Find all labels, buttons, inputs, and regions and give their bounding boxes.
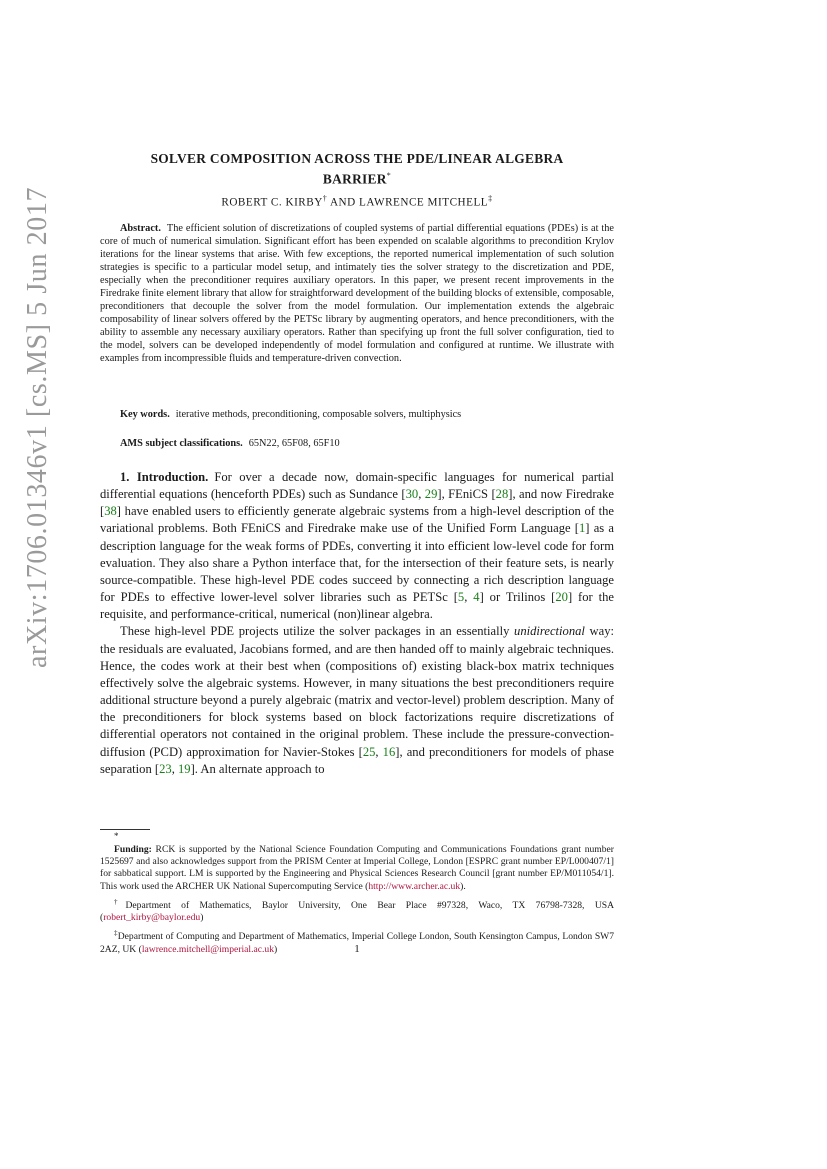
citation-link[interactable]: 4	[473, 590, 480, 605]
author-1: ROBERT C. KIRBY	[221, 196, 323, 209]
citation-link[interactable]: 20	[555, 590, 568, 605]
citation-separator: ,	[418, 487, 425, 502]
intro-paragraph-1	[100, 469, 614, 623]
intro-paragraph-2	[100, 623, 614, 777]
keywords-label: Key words.	[120, 409, 170, 420]
abstract	[100, 223, 614, 365]
title-line-2-text: BARRIER	[322, 171, 387, 187]
introduction-section	[100, 469, 614, 778]
title-line-2	[100, 167, 614, 187]
abstract-label: Abstract.	[120, 223, 161, 234]
author-2-mark: ‡	[488, 194, 493, 203]
keywords	[120, 409, 614, 420]
footnote-text: )	[200, 912, 204, 924]
citation-separator: ,	[171, 761, 178, 776]
paper-title	[100, 150, 614, 187]
intro-text: ] as a description language for the weak forms of PDEs, converting it into efficient low-level code for form evaluation. They also share a Python interface that, for the intersection of their feature sets, is nearly source-compatible. These high-level PDE codes succeed by connecting a rich description language for PDEs to effective lower-level solver libraries such as PETSc [	[100, 521, 614, 605]
title-line-1: SOLVER COMPOSITION ACROSS THE PDE/LINEAR ALGEBRA	[150, 151, 564, 166]
intro-text: ], and preconditioners for models of phase separation [	[100, 744, 615, 776]
intro-text: ]. An alternate approach to	[190, 761, 325, 776]
footnote-text: )	[274, 943, 278, 955]
intro-text: ], FEniCS [	[437, 487, 496, 502]
citation-link[interactable]: 29	[424, 487, 438, 502]
keywords-text: iterative methods, preconditioning, composable solvers, multiphysics	[175, 409, 462, 420]
citation-separator: ,	[375, 744, 383, 759]
emphasis-text: unidirectional	[514, 624, 585, 639]
author-conjunction: AND	[327, 196, 360, 209]
page-number: 1	[354, 943, 360, 955]
arxiv-id-label[interactable]: arXiv:1706.01346v1 [cs.MS] 5 Jun 2017	[22, 186, 53, 668]
footnote-star-mark: *	[114, 831, 119, 841]
dagger-mark: †	[114, 897, 126, 906]
footnote-funding	[100, 844, 614, 893]
intro-text: These high-level PDE projects utilize the solver packages in an essentially	[120, 624, 515, 639]
intro-text: For over a decade now, domain-specific languages for numerical partial differential equations (henceforth PDEs) such as Sundance [	[100, 470, 614, 502]
email-link-mitchell[interactable]: lawrence.mitchell@imperial.ac.uk	[141, 943, 275, 955]
intro-text: ] or Trilinos [	[479, 590, 556, 605]
ams-text: 65N22, 65F08, 65F10	[248, 438, 340, 449]
citation-link[interactable]: 23	[159, 761, 172, 776]
footnote-text: Department of Computing and Department of Mathematics, Imperial College London, South Kensington Campus, London SW7 2AZ, UK (	[100, 931, 615, 955]
title-footnote-mark: *	[386, 171, 392, 180]
double-dagger-mark: ‡	[114, 929, 118, 938]
ams-classifications	[120, 438, 614, 449]
footnote-text: RCK is supported by the National Science Foundation Computing and Communications Foundations grant number 1525697 and also acknowledges support from the PRISM Center at Imperial College, London [ESPRC grant number EP/L000407/1] for sabbatical support. LM is supported by the Engineering and Physical Sciences Research Council [grant number EP/M011054/1]. This work used the ARCHER UK National Supercomputing Service (	[100, 844, 614, 892]
author-1-mark: †	[322, 194, 328, 203]
citation-link[interactable]: 1	[579, 521, 586, 536]
intro-text: ] have enabled users to efficiently generate algebraic systems from a high-level description of the variational problems. Both FEniCS and Firedrake make use of the Unified Form Language [	[100, 504, 614, 536]
author-2: LAWRENCE MITCHELL	[359, 196, 489, 209]
footnote-text: ).	[460, 880, 466, 892]
ams-label: AMS subject classifications.	[120, 438, 243, 449]
footnote-divider	[100, 829, 150, 830]
citation-link[interactable]: 28	[495, 487, 509, 502]
email-link-kirby[interactable]: robert_kirby@baylor.edu	[103, 912, 201, 924]
footnote-text: Department of Mathematics, Baylor University, One Bear Place #97328, Waco, TX 76798-7328, USA (	[100, 900, 615, 924]
archer-url-link[interactable]: http://www.archer.ac.uk	[368, 880, 461, 892]
footnotes	[100, 844, 614, 959]
footnote-affiliation-1	[100, 896, 614, 925]
author-list	[100, 194, 614, 209]
citation-link[interactable]: 19	[178, 761, 191, 776]
citation-link[interactable]: 5	[457, 590, 465, 605]
citation-link[interactable]: 25	[362, 744, 376, 759]
citation-link[interactable]: 38	[104, 504, 117, 519]
intro-text: ] for the requisite, and performance-critical, numerical (non)linear algebra.	[100, 590, 615, 622]
intro-text: way: the residuals are evaluated, Jacobians formed, and are then handed off to mainly algebraic techniques. Hence, the codes work at their best when (compositions of) existing black-box matrix techniques effectively solve the algebraic systems. However, in many situations the best preconditioners require additional structure beyond a purely algebraic (matrix and vector-level) problem description. Many of the preconditioners for block systems based on block factorizations require discretizations of differential operators not contained in the original problem. These include the pressure-convection-diffusion (PCD) approximation for Navier-Stokes [	[100, 624, 615, 759]
funding-label: Funding:	[114, 844, 152, 855]
citation-link[interactable]: 16	[382, 744, 396, 759]
abstract-text: The efficient solution of discretizations of coupled systems of partial differential equations (PDEs) is at the core of much of numerical simulation. Significant effort has been expended on scalable algorithms to precondition Krylov iterations for the linear systems that arise. With few exceptions, the reported numerical implementation of such solution strategies is specific to a particular model setup, and intimately ties the solver strategy to the discretization and PDE, especially when the preconditioner requires auxiliary operators. In this paper, we present recent improvements in the Firedrake finite element library that allow for straightforward development of the building blocks of extensible, composable, preconditioners that decouple the solver from the model formulation. Our implementation extends the algebraic composability of linear solvers offered by the PETSc library by augmenting operators, and hence preconditioners, with the ability to assemble any necessary auxiliary operators. Rather than specifying up front the full solver configuration, tied to the model, solvers can be developed independently of model formulation and configured at runtime. We illustrate with examples from incompressible fluids and temperature-driven convection.	[100, 223, 614, 364]
citation-link[interactable]: 30	[405, 487, 419, 502]
section-heading: 1. Introduction.	[120, 470, 209, 484]
intro-text: ], and now Firedrake [	[100, 487, 615, 519]
citation-separator: ,	[464, 590, 474, 605]
